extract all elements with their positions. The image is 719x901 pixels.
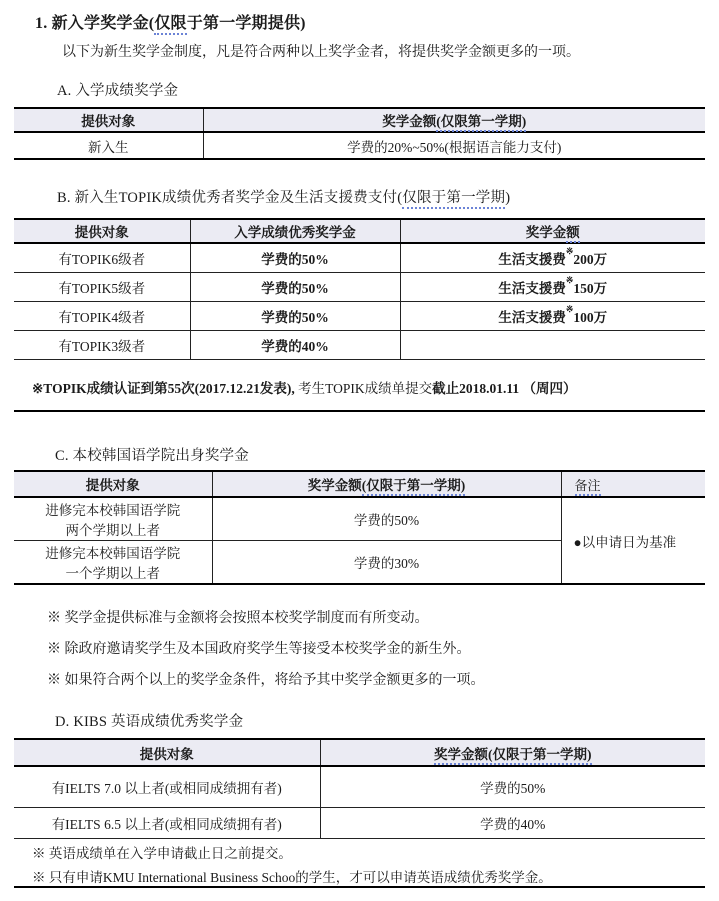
cell-target-line2: 两个学期以上者 — [65, 523, 160, 538]
col-header-target: 提供对象 — [14, 739, 320, 766]
col-header-amount-paren: (仅限第一学期) — [436, 114, 526, 132]
cell-living-support — [400, 243, 705, 272]
cell-amount: 学费的50% — [212, 497, 561, 541]
col-header-amount-main: 奖学金 — [525, 225, 567, 240]
intro-paragraph: 以下为新生奖学金制度，凡是符合两种以上奖学金者，将提供奖学金额更多的一项。 — [62, 45, 580, 60]
cell-admission-amount: 学费的50% — [190, 272, 400, 301]
cell-target: 有TOPIK4级者 — [14, 301, 190, 330]
section-d-title: D. KIBS 英语成绩优秀奖学金 — [55, 714, 244, 730]
section-b-title — [57, 186, 510, 207]
table-row — [14, 301, 705, 330]
cell-amount: 学费的40% — [320, 807, 705, 838]
table-topik-scholarship — [14, 218, 705, 360]
cell-target: 有TOPIK5级者 — [14, 272, 190, 301]
col-header-admission-scholarship: 入学成绩优秀奖学金 — [190, 219, 400, 243]
cell-target: 有IELTS 6.5 以上者(或相同成绩拥有者) — [14, 807, 320, 838]
main-title-spellcheck-segment: 仅限 — [154, 15, 186, 35]
general-notes — [47, 603, 485, 696]
cell-target: 有TOPIK3级者 — [14, 330, 190, 359]
cell-target-line1: 进修完本校韩国语学院 — [45, 503, 181, 518]
col-header-amount — [212, 471, 561, 497]
table-row — [14, 471, 705, 497]
living-support-label: 生活支援费 — [498, 251, 566, 267]
note-item: ※ 英语成绩单在入学申请截止日之前提交。 — [32, 846, 292, 861]
col-header-amount — [400, 219, 705, 243]
topik-note-bold-1: ※TOPIK成绩认证到第55次(2017.12.21发表), — [32, 381, 295, 396]
cell-target: 有IELTS 7.0 以上者(或相同成绩拥有者) — [51, 780, 282, 796]
cell-living-support-empty — [400, 330, 705, 359]
section-b-title-pre: B. 新入生TOPIK成绩优秀者奖学金及生活支援费支付( — [57, 190, 403, 206]
table-row — [14, 132, 705, 159]
table-row — [14, 739, 705, 766]
living-support-label: 生活支援费 — [498, 309, 566, 325]
cell-amount: 学费的50% — [320, 766, 705, 807]
note-item: ※ 奖学金提供标准与金额将会按照本校奖学制度而有所变动。 — [47, 611, 429, 626]
note-item: ※ 如果符合两个以上的奖学金条件，将给予其中奖学金额更多的一项。 — [47, 673, 485, 688]
cell-admission-amount: 学费的50% — [190, 301, 400, 330]
table-korean-language-institute-scholarship — [14, 470, 705, 585]
table-row — [14, 219, 705, 243]
col-header-remark — [561, 471, 705, 497]
col-header-amount-spellcheck-segment: 额 — [566, 225, 580, 243]
cell-target — [14, 497, 212, 541]
table-row — [14, 766, 705, 807]
section-b-title-post: ) — [505, 190, 511, 206]
cell-target: 新入生 — [88, 139, 129, 155]
table-row — [14, 272, 705, 301]
col-header-remark-label: 备注 — [575, 478, 601, 496]
col-header-amount-main: 奖学金额 — [307, 478, 362, 493]
col-header-amount-paren: (仅限于第一学期) — [362, 478, 466, 496]
reference-mark: ※ — [565, 275, 574, 285]
table-row — [14, 108, 705, 132]
table-english-grade-scholarship — [14, 738, 705, 839]
english-scholarship-notes — [32, 842, 552, 890]
col-header-amount — [203, 108, 705, 132]
cell-target — [14, 541, 212, 585]
living-support-amount: 150万 — [573, 280, 608, 296]
col-header-target: 提供对象 — [14, 471, 212, 497]
cell-amount: 学费的20%~50%(根据语言能力支付) — [203, 132, 705, 159]
table-row — [14, 330, 705, 359]
col-header-amount — [320, 739, 705, 766]
cell-living-support — [400, 301, 705, 330]
table-row — [14, 497, 705, 541]
col-header-target: 提供对象 — [14, 108, 203, 132]
horizontal-rule — [14, 410, 705, 412]
cell-target-line1: 进修完本校韩国语学院 — [45, 546, 181, 561]
cell-admission-amount: 学费的50% — [190, 243, 400, 272]
col-header-amount-main: 奖学金额 — [382, 114, 437, 129]
main-title-post: 于第一学期提供) — [186, 15, 306, 32]
cell-target-line2: 一个学期以上者 — [65, 566, 160, 581]
cell-amount: 学费的30% — [212, 541, 561, 585]
section-c-title: C. 本校韩国语学院出身奖学金 — [55, 448, 249, 464]
living-support-amount: 100万 — [573, 309, 608, 325]
cell-admission-amount: 学费的40% — [190, 330, 400, 359]
topik-deadline-note — [32, 377, 576, 397]
col-header-target: 提供对象 — [14, 219, 190, 243]
note-item: ※ 除政府邀请奖学生及本国政府奖学生等接受本校奖学金的新生外。 — [47, 642, 471, 657]
cell-living-support — [400, 272, 705, 301]
table-row — [14, 243, 705, 272]
topik-note-regular: 考生TOPIK成绩单提交 — [294, 381, 433, 396]
table-row — [14, 807, 705, 838]
topik-note-bold-2: 截止2018.01.11 （周四） — [432, 381, 577, 396]
section-b-title-spellcheck-segment: 仅限于第一学期 — [402, 190, 505, 209]
main-title-pre: 1. 新入学奖学金( — [35, 15, 155, 32]
cell-target: 有TOPIK6级者 — [58, 251, 146, 267]
col-header-amount-label: 奖学金额(仅限于第一学期) — [434, 747, 592, 765]
cell-remark: ●以申请日为基准 — [561, 497, 705, 584]
living-support-amount: 200万 — [573, 251, 608, 267]
living-support-label: 生活支援费 — [498, 280, 566, 296]
note-item: ※ 只有申请KMU International Business Schoo的学生，才可以申请英语成绩优秀奖学金。 — [32, 870, 552, 885]
reference-mark: ※ — [565, 304, 574, 314]
reference-mark: ※ — [565, 246, 574, 257]
table-admission-grade-scholarship — [14, 107, 705, 160]
section-a-title: A. 入学成绩奖学金 — [57, 83, 179, 99]
main-title — [35, 10, 306, 33]
horizontal-rule — [14, 886, 705, 888]
